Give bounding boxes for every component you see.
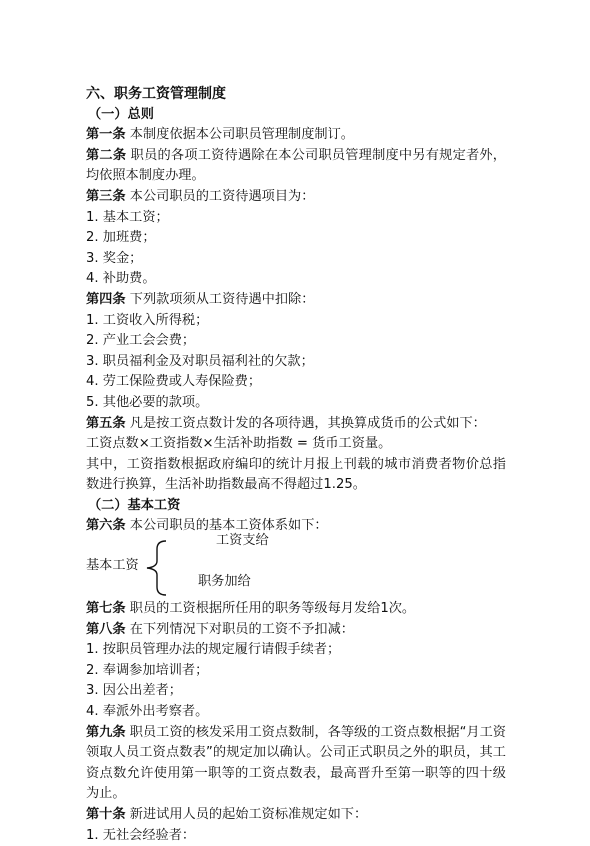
list-item: 5. 其他必要的款项。 (86, 394, 209, 410)
diagram-item-label: 职务加给 (198, 574, 251, 590)
article-label: 第六条 (86, 518, 126, 534)
article-3 (86, 187, 506, 208)
article-label: 第三条 (86, 188, 126, 204)
list-item: 4. 劳工保险费或人寿保险费； (86, 374, 262, 390)
formula-note: 其中，工资指数根据政府编印的统计月报上刊载的城市消费者物价总指数进行换算，生活补助指数最高不得超过1.25。 (86, 456, 506, 493)
article-label: 第十条 (86, 807, 126, 822)
article-label: 第五条 (86, 415, 126, 431)
list-item: 1. 按职员管理办法的规定履行请假手续者； (86, 642, 341, 658)
list-item: 2. 加班费； (86, 230, 156, 246)
curly-brace-icon (142, 537, 172, 599)
article-text: 职员工资的核发采用工资点数制，各等级的工资点数根据“月工资领取人员工资点数表”的规定加以确认。公司正式职员之外的职员，其工资点数允许使用第一职等的工资点数表，最高晋升至第一职等的四十级为止。 (86, 724, 506, 802)
article-7 (86, 599, 506, 620)
article-1 (86, 125, 506, 146)
article-label: 第七条 (86, 601, 126, 617)
article-9 (86, 723, 506, 805)
article-label: 第四条 (86, 291, 126, 307)
article-label: 第一条 (86, 127, 126, 143)
salary-structure-diagram (86, 533, 506, 599)
list-item: 3. 因公出差者； (86, 683, 182, 699)
list-item: 4. 补助费。 (86, 271, 156, 287)
list-item: 4. 奉派外出考察者。 (86, 704, 209, 720)
list-item: 1. 工资收入所得税； (86, 312, 209, 328)
document-body (86, 84, 506, 846)
article-text: 本公司职员的基本工资体系如下： (125, 518, 328, 534)
part2-title: （二）基本工资 (88, 497, 181, 513)
article-text: 在下列情况下对职员的工资不予扣减： (125, 621, 354, 637)
article-10 (86, 805, 506, 826)
article-text: 本制度依据本公司职员管理制度制订。 (125, 127, 354, 143)
article-5 (86, 414, 506, 435)
article-text: 职员的工资根据所任用的职务等级每月发给1次。 (125, 601, 416, 617)
list-item: 3. 奖金； (86, 250, 143, 266)
list-item: 3. 职员福利金及对职员福利社的欠款； (86, 353, 314, 369)
list-item: 1. 基本工资； (86, 209, 169, 225)
article-text: 下列款项须从工资待遇中扣除： (125, 291, 315, 307)
section-title: 六、职务工资管理制度 (86, 86, 226, 102)
list-item: 1. 无社会经验者： (86, 827, 196, 843)
list-item: 2. 奉调参加培训者； (86, 662, 209, 678)
article-text: 职员的各项工资待遇除在本公司职员管理制度中另有规定者外，均依照本制度办理。 (86, 147, 506, 184)
article-text: 新进试用人员的起始工资标准规定如下： (125, 807, 368, 822)
article-text: 凡是按工资点数计发的各项待遇，其换算成货币的公式如下： (125, 415, 486, 431)
article-label: 第二条 (86, 147, 127, 163)
article-4 (86, 290, 506, 311)
list-item: 2. 产业工会会费； (86, 333, 196, 349)
part1-title: （一）总则 (88, 106, 154, 122)
article-label: 第九条 (86, 724, 126, 740)
diagram-root-label: 基本工资 (86, 558, 139, 574)
formula: 工资点数×工资指数×生活补助指数 = 货币工资量。 (86, 436, 392, 452)
article-6 (86, 516, 506, 537)
article-8 (86, 620, 506, 641)
article-text: 本公司职员的工资待遇项目为： (125, 188, 315, 204)
article-2 (86, 146, 506, 187)
diagram-item-label: 工资支给 (216, 533, 269, 549)
article-label: 第八条 (86, 621, 126, 637)
